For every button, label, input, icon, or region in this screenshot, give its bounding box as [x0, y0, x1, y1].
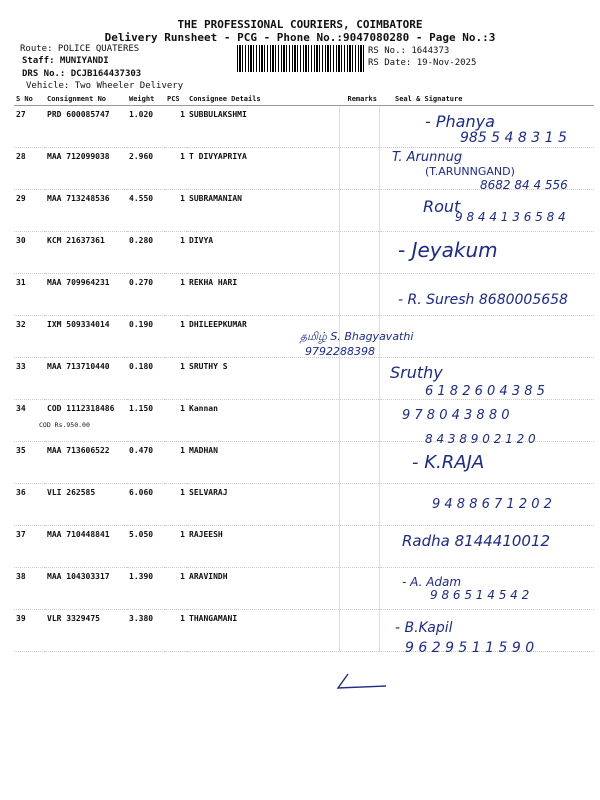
consignee-cell	[187, 106, 339, 148]
pcs-cell	[165, 316, 187, 358]
pcs-cell-text: 1	[180, 530, 185, 539]
sno-cell	[14, 232, 45, 274]
remarks-cell	[339, 106, 379, 148]
pcs-cell	[165, 400, 187, 442]
consignment-cell	[45, 190, 127, 232]
consignee-cell	[187, 358, 339, 400]
consignment-cell-text: VLI 262585	[47, 488, 96, 497]
weight-cell-text: 0.190	[129, 320, 154, 329]
staff-label: Staff: MUNIYANDI	[22, 56, 109, 66]
pcs-cell-text: 1	[180, 320, 185, 329]
consignee-cell-text: T DIVYAPRIYA	[189, 152, 247, 161]
consignment-cell	[45, 106, 127, 148]
consignment-cell	[45, 274, 127, 316]
remarks-cell	[339, 148, 379, 190]
signature-37: Radha 8144410012	[402, 532, 551, 550]
sno-cell	[14, 190, 45, 232]
pcs-cell	[165, 526, 187, 568]
weight-cell	[127, 232, 165, 274]
weight-cell	[127, 484, 165, 526]
col-sno: S No	[14, 93, 45, 106]
weight-cell-text: 0.270	[129, 278, 154, 287]
sno-cell	[14, 316, 45, 358]
name-28: (T.ARUNNGAND)	[425, 165, 515, 178]
pcs-cell-text: 1	[180, 194, 185, 203]
phone-29: 9 8 4 4 1 3 6 5 8 4	[455, 210, 566, 224]
consignment-cell-text: VLR 3329475	[47, 614, 100, 623]
weight-cell-text: 1.390	[129, 572, 154, 581]
consignment-cell-text: KCM 21637361	[47, 236, 105, 245]
consignee-cell	[187, 526, 339, 568]
signature-35: - K.RAJA	[412, 452, 485, 473]
pcs-cell	[165, 610, 187, 652]
sno-cell-text: 32	[16, 320, 26, 329]
consignee-cell-text: THANGAMANI	[189, 614, 238, 623]
weight-cell	[127, 358, 165, 400]
remarks-cell	[339, 358, 379, 400]
remarks-cell	[339, 568, 379, 610]
weight-cell-text: 4.550	[129, 194, 154, 203]
pcs-cell-text: 1	[180, 110, 185, 119]
weight-cell	[127, 442, 165, 484]
sno-cell-text: 39	[16, 614, 26, 623]
consignment-cell-text: MAA 713248536	[47, 194, 110, 203]
sno-cell	[14, 568, 45, 610]
pcs-cell-text: 1	[180, 152, 185, 161]
pcs-cell-text: 1	[180, 362, 185, 371]
route-label: Route: POLICE QUATERES	[20, 44, 140, 54]
sno-cell-text: 33	[16, 362, 26, 371]
remarks-cell	[339, 526, 379, 568]
remarks-cell	[339, 400, 379, 442]
weight-cell	[127, 568, 165, 610]
phone-38: 9 8 6 5 1 4 5 4 2	[430, 588, 530, 602]
weight-cell-text: 0.180	[129, 362, 154, 371]
sno-cell	[14, 484, 45, 526]
consignee-cell	[187, 442, 339, 484]
weight-cell-text: 3.380	[129, 614, 154, 623]
consignee-cell	[187, 484, 339, 526]
consignment-cell	[45, 568, 127, 610]
sno-cell-text: 27	[16, 110, 26, 119]
consignment-cell	[45, 232, 127, 274]
consignee-cell	[187, 400, 339, 442]
consignee-cell-text: SUBRAMANIAN	[189, 194, 242, 203]
consignment-cell	[45, 442, 127, 484]
consignment-cell-text: MAA 104303317	[47, 572, 110, 581]
weight-cell-text: 6.060	[129, 488, 154, 497]
pcs-cell-text: 1	[180, 446, 185, 455]
pcs-cell	[165, 106, 187, 148]
col-remarks: Remarks	[339, 93, 379, 106]
pcs-cell-text: 1	[180, 572, 185, 581]
pen-stroke-mark	[330, 672, 390, 696]
signature-31: - R. Suresh 8680005658	[398, 292, 568, 308]
consignment-cell	[45, 484, 127, 526]
sno-cell	[14, 526, 45, 568]
drs-label: DRS No.: DCJB164437303	[22, 69, 142, 79]
signature-28: T. Arunnug	[392, 150, 463, 165]
pcs-cell	[165, 148, 187, 190]
weight-cell-text: 1.150	[129, 404, 154, 413]
phone-27: 985 5 4 8 3 1 5	[460, 130, 567, 146]
weight-cell-text: 0.280	[129, 236, 154, 245]
pcs-cell	[165, 484, 187, 526]
signature-36: 9 4 8 8 6 7 1 2 0 2	[432, 497, 552, 512]
consignment-cell	[45, 610, 127, 652]
sno-cell	[14, 610, 45, 652]
sno-cell	[14, 106, 45, 148]
weight-cell-text: 1.020	[129, 110, 154, 119]
col-weight: Weight	[127, 93, 165, 106]
table-header	[14, 93, 594, 106]
consignment-cell-text: MAA 710448841	[47, 530, 110, 539]
consignment-cell-text: MAA 709964231	[47, 278, 110, 287]
sno-cell-text: 38	[16, 572, 26, 581]
weight-cell	[127, 106, 165, 148]
remarks-cell	[339, 232, 379, 274]
signature-38: - A. Adam	[402, 575, 462, 589]
sno-cell-text: 31	[16, 278, 26, 287]
pcs-cell	[165, 568, 187, 610]
col-consignee: Consignee Details	[187, 93, 339, 106]
sno-cell-text: 37	[16, 530, 26, 539]
cod-amount: COD Rs.950.00	[39, 421, 90, 429]
weight-cell	[127, 274, 165, 316]
sno-cell-text: 29	[16, 194, 26, 203]
sno-cell-text: 35	[16, 446, 26, 455]
signature-33: Sruthy	[390, 363, 443, 382]
weight-cell	[127, 610, 165, 652]
vehicle-label: Vehicle: Two Wheeler Delivery	[26, 81, 184, 91]
col-consignment: Consignment No	[45, 93, 127, 106]
consignment-cell-text: MAA 712099038	[47, 152, 110, 161]
consignee-cell-text: RAJEESH	[189, 530, 223, 539]
weight-cell-text: 5.050	[129, 530, 154, 539]
remarks-cell	[339, 190, 379, 232]
sno-cell-text: 28	[16, 152, 26, 161]
sno-cell-text: 36	[16, 488, 26, 497]
phone-28: 8682 84 4 556	[480, 178, 568, 192]
phone-34: 9 7 8 0 4 3 8 8 0	[402, 408, 510, 423]
consignment-cell	[45, 526, 127, 568]
consignee-cell-text: SUBBULAKSHMI	[189, 110, 247, 119]
consignment-cell	[45, 316, 127, 358]
consignment-cell-text: IXM 509334014	[47, 320, 110, 329]
barcode	[237, 45, 365, 72]
signature-27: - Phanya	[425, 112, 495, 131]
consignment-cell	[39, 400, 127, 442]
sno-cell	[14, 358, 45, 400]
weight-cell	[127, 526, 165, 568]
sno-cell	[14, 148, 45, 190]
col-signature: Seal & Signature	[379, 93, 594, 106]
pcs-cell-text: 1	[180, 614, 185, 623]
remarks-cell	[339, 442, 379, 484]
consignment-cell	[45, 148, 127, 190]
signature-29: Rout	[423, 197, 461, 216]
table-row	[14, 232, 594, 274]
consignee-cell-text: SRUTHY S	[189, 362, 228, 371]
consignee-cell	[187, 274, 339, 316]
rs-date: RS Date: 19-Nov-2025	[368, 58, 477, 68]
signature-30: - Jeyakum	[398, 238, 498, 262]
sno-cell	[14, 274, 45, 316]
weight-cell-text: 0.470	[129, 446, 154, 455]
consignment-cell-text: MAA 713710440	[47, 362, 110, 371]
consignment-cell-text: PRD 600085747	[47, 110, 110, 119]
pcs-cell-text: 1	[180, 278, 185, 287]
consignee-cell-text: DIVYA	[189, 236, 214, 245]
consignee-cell	[187, 610, 339, 652]
pcs-cell-text: 1	[180, 488, 185, 497]
signature-32: தமிழ் S. Bhagyavathi	[300, 330, 414, 343]
weight-cell	[127, 316, 165, 358]
rs-number: RS No.: 1644373	[368, 46, 450, 56]
remarks-cell	[339, 610, 379, 652]
consignee-cell	[187, 190, 339, 232]
consignee-cell-text: REKHA HARI	[189, 278, 238, 287]
consignee-cell	[187, 148, 339, 190]
consignee-cell-text: DHILEEPKUMAR	[189, 320, 247, 329]
phone-33: 6 1 8 2 6 0 4 3 8 5	[425, 384, 545, 399]
consignee-cell	[187, 232, 339, 274]
signature-39: - B.Kapil	[395, 620, 453, 636]
phone-34b: 8 4 3 8 9 0 2 1 2 0	[425, 432, 536, 446]
pcs-cell-text: 1	[180, 404, 185, 413]
weight-cell-text: 2.960	[129, 152, 154, 161]
sno-cell-text: 34	[16, 404, 26, 413]
phone-39: 9 6 2 9 5 1 1 5 9 0	[405, 640, 535, 656]
consignee-cell-text: SELVARAJ	[189, 488, 228, 497]
col-pcs: PCS	[165, 93, 187, 106]
phone-32: 9792288398	[305, 345, 375, 358]
consignee-cell	[187, 568, 339, 610]
sno-cell	[14, 442, 45, 484]
pcs-cell-text: 1	[180, 236, 185, 245]
table-row	[14, 442, 594, 484]
pcs-cell	[165, 190, 187, 232]
pcs-cell	[165, 442, 187, 484]
sno-cell-text: 30	[16, 236, 26, 245]
consignment-cell-text: MAA 713606522	[47, 446, 110, 455]
pcs-cell	[165, 358, 187, 400]
weight-cell	[127, 148, 165, 190]
remarks-cell	[339, 484, 379, 526]
runsheet-title: Delivery Runsheet - PCG - Phone No.:9047080280 - Page No.:3	[104, 31, 496, 44]
consignee-cell-text: MADHAN	[189, 446, 218, 455]
consignee-cell-text: ARAVINDH	[189, 572, 228, 581]
company-title: THE PROFESSIONAL COURIERS, COIMBATORE	[177, 18, 423, 31]
consignee-cell-text: Kannan	[189, 404, 218, 413]
remarks-cell	[339, 274, 379, 316]
weight-cell	[127, 400, 165, 442]
consignment-cell	[45, 358, 127, 400]
consignment-cell-text: COD 1112318486	[47, 404, 115, 413]
pcs-cell	[165, 232, 187, 274]
weight-cell	[127, 190, 165, 232]
pcs-cell	[165, 274, 187, 316]
